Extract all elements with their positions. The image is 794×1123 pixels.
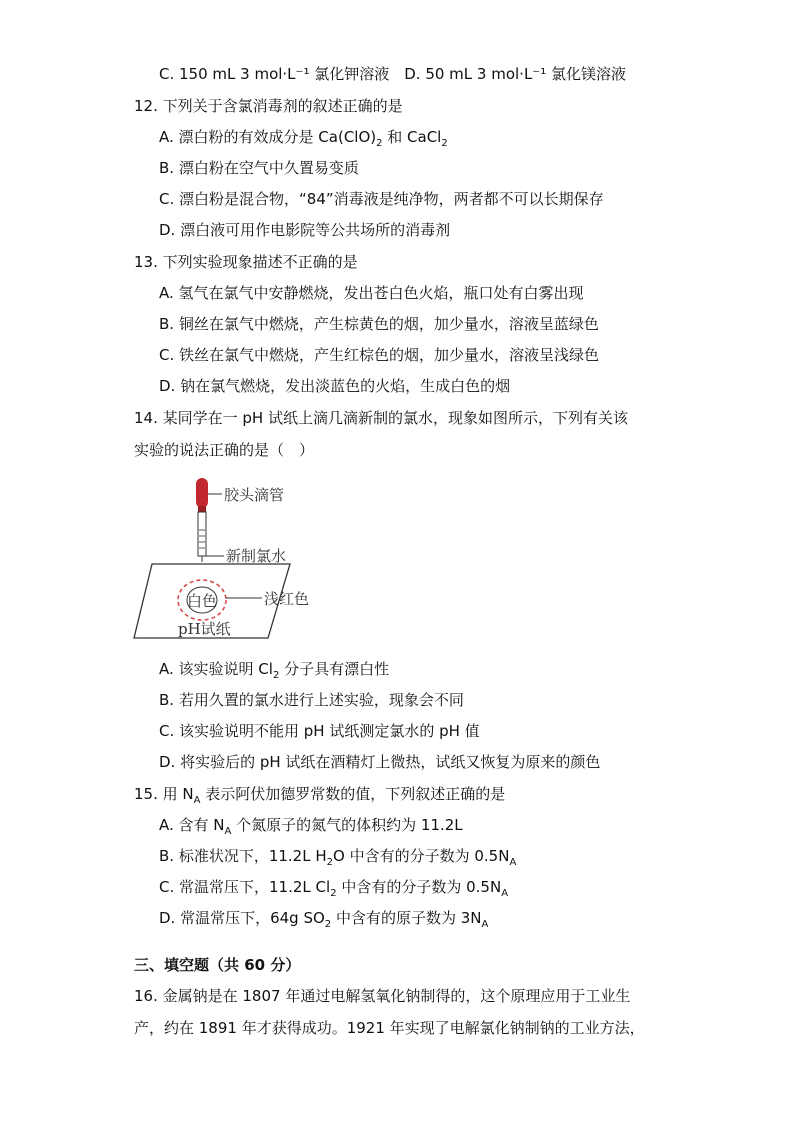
dropper-tube [198, 512, 206, 556]
q12-option-a: A. 漂白粉的有效成分是 $Ca(ClO)_2$ 和 CaCl$_2$ [159, 128, 448, 149]
q14-option-a: A. 该实验说明 $Cl_2$ 分子具有漂白性 [159, 660, 390, 681]
q15-option-b: B. 标准状况下，11.2L $H_2O$ 中含有的分子数为 $0.5N_A$ [159, 847, 517, 868]
question-14-line1: 14. 某同学在一 pH 试纸上滴几滴新制的氯水，现象如图所示，下列有关该 [134, 409, 628, 427]
q14-option-c: C. 该实验说明不能用 pH 试纸测定氯水的 pH 值 [159, 722, 480, 740]
q11-options-cd: C. 150 mL 3 mol·L⁻¹ 氯化钾溶液 D. 50 mL 3 mol·L⁻¹ 氯化镁溶液 [159, 65, 627, 83]
question-15: 15. 用 $N_A$ 表示阿伏加德罗常数的值，下列叙述正确的是 [134, 785, 506, 806]
question-12: 12. 下列关于含氯消毒剂的叙述正确的是 [134, 97, 403, 115]
section-3-title: 三、填空题（共 60 分） [134, 956, 301, 974]
q13-option-d: D. 钠在氯气燃烧，发出淡蓝色的火焰，生成白色的烟 [159, 377, 511, 395]
question-14-line2: 实验的说法正确的是（ ） [134, 441, 315, 459]
q14-option-b: B. 若用久置的氯水进行上述实验，现象会不同 [159, 691, 464, 709]
water-label: 新制氯水 [226, 547, 287, 565]
paper-label: pH试纸 [178, 620, 231, 638]
q12-option-c: C. 漂白粉是混合物，“84”消毒液是纯净物，两者都不可以长期保存 [159, 190, 604, 208]
q14-option-d: D. 将实验后的 pH 试纸在酒精灯上微热，试纸又恢复为原来的颜色 [159, 753, 601, 771]
q15-option-c: C. 常温常压下，11.2L $Cl_2$ 中含有的分子数为 $0.5N_A$ [159, 878, 509, 899]
dropper-bulb [196, 478, 208, 508]
q12-option-b: B. 漂白粉在空气中久置易变质 [159, 159, 359, 177]
q15-option-a: A. 含有 $N_A$ 个氮原子的氮气的体积约为 11.2L [159, 816, 463, 837]
question-16-line1: 16. 金属钠是在 1807 年通过电解氢氧化钠制得的，这个原理应用于工业生 [134, 987, 631, 1005]
q12-option-d: D. 漂白液可用作电影院等公共场所的消毒剂 [159, 221, 451, 239]
q13-option-c: C. 铁丝在氯气中燃烧，产生红棕色的烟，加少量水，溶液呈浅绿色 [159, 346, 600, 364]
ph-paper-figure [130, 472, 450, 652]
center-label: 白色 [186, 592, 218, 610]
ring-label: 浅红色 [264, 590, 310, 608]
q15-option-d: D. 常温常压下，64g $SO_2$ 中含有的原子数为 $3N_A$ [159, 909, 489, 930]
question-13: 13. 下列实验现象描述不正确的是 [134, 253, 358, 271]
dropper-neck [198, 506, 206, 512]
question-16-line2: 产，约在 1891 年才获得成功。1921 年实现了电解氯化钠制钠的工业方法， [134, 1019, 645, 1037]
dropper-label: 胶头滴管 [224, 486, 285, 504]
q13-option-a: A. 氢气在氯气中安静燃烧，发出苍白色火焰，瓶口处有白雾出现 [159, 284, 584, 302]
q13-option-b: B. 铜丝在氯气中燃烧，产生棕黄色的烟，加少量水，溶液呈蓝绿色 [159, 315, 599, 333]
